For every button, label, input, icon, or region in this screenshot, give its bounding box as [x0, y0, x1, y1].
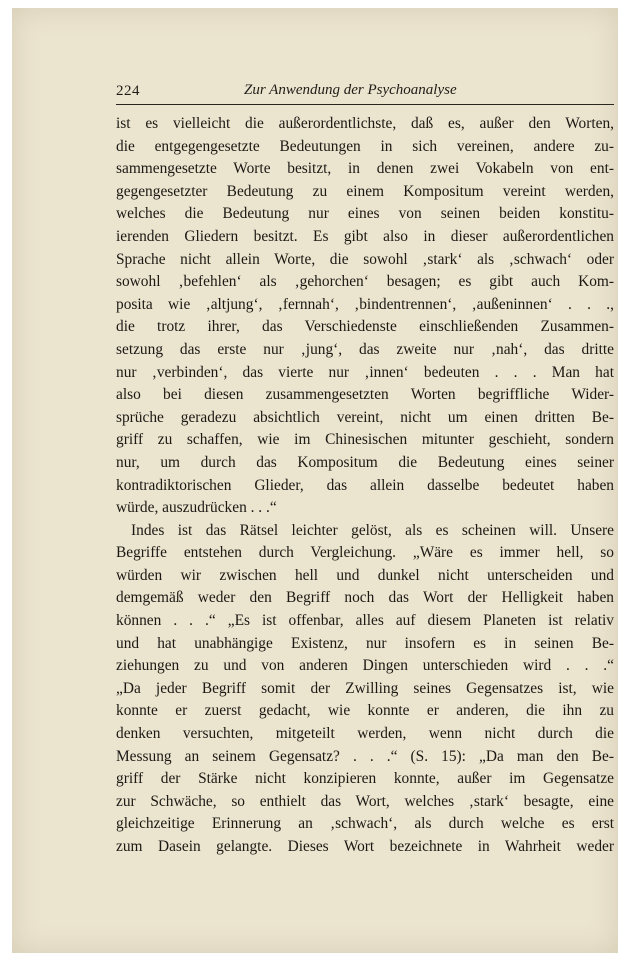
- text-line: würde, auszudrücken . . .“: [116, 499, 277, 517]
- text-line: Sprache nicht allein Worte, die sowohl ‚stark‘ als ‚schwach‘ oder: [116, 250, 614, 268]
- text-line: kontradiktorischen Glieder, das allein dasselbe bedeutet haben: [116, 476, 614, 494]
- text-line: nur ‚verbinden‘, das vierte nur ‚innen‘ bedeuten . . . Man hat: [116, 363, 614, 381]
- text-line: posita wie ‚altjung‘, ‚fernnah‘, ‚bindentrennen‘, ‚außeninnen‘ . . .,: [116, 295, 614, 313]
- text-line: setzung das erste nur ‚jung‘, das zweite nur ‚nah‘, das dritte: [116, 340, 614, 358]
- body-text: [116, 113, 614, 859]
- text-line: „Da jeder Begriff somit der Zwilling seines Gegensatzes ist, wie: [116, 679, 614, 697]
- text-line: Messung an seinem Gegensatz? . . .“ (S. 15): „Da man den Be-: [116, 747, 614, 765]
- text-line: ist es vielleicht die außerordentlichste, daß es, außer den Worten,: [116, 115, 614, 132]
- text-line: ierenden Gliedern besitzt. Es gibt also in dieser außerordentlichen: [116, 227, 614, 245]
- page-number: 224: [116, 83, 140, 99]
- text-line: griff der Stärke nicht konzipieren konnte, außer im Gegensatze: [116, 770, 614, 788]
- running-header: [116, 82, 614, 105]
- text-line: können . . .“ „Es ist offenbar, alles auf diesem Planeten ist relativ: [116, 612, 614, 630]
- text-line: demgemäß weder den Begriff noch das Wort der Helligkeit haben: [116, 589, 614, 607]
- text-line: gegengesetzter Bedeutung zu einem Kompositum vereint werden,: [116, 182, 614, 200]
- text-line: zum Dasein gelangte. Dieses Wort bezeichnete in Wahrheit weder: [116, 838, 614, 855]
- text-line: Begriffe entstehen durch Vergleichung. „Wäre es immer hell, so: [116, 544, 614, 562]
- text-line: konnte er zuerst gedacht, wie konnte er anderen, die ihn zu: [116, 702, 614, 720]
- text-line: ziehungen zu und von anderen Dingen unterschieden wird . . .“: [116, 657, 614, 675]
- text-line: also bei diesen zusammengesetzten Worten begriffliche Wider-: [116, 386, 614, 404]
- text-line: Indes ist das Rätsel leichter gelöst, als es scheinen will. Unsere: [131, 521, 614, 539]
- text-line: nur, um durch das Kompositum die Bedeutung eines seiner: [116, 453, 614, 471]
- text-line: sprüche geradezu absichtlich vereint, nicht um einen dritten Be-: [116, 408, 614, 426]
- text-line: die trotz ihrer, das Verschiedenste einschließenden Zusammen-: [116, 318, 614, 336]
- text-line: griff zu schaffen, wie im Chinesischen mitunter geschieht, sondern: [116, 431, 614, 449]
- text-line: würden wir zwischen hell und dunkel nicht unterscheiden und: [116, 566, 614, 584]
- text-line: und hat unabhängige Existenz, nur insofern es in seinen Be-: [116, 634, 614, 652]
- text-line: sowohl ‚befehlen‘ als ‚gehorchen‘ besagen; es gibt auch Kom-: [116, 273, 614, 291]
- running-title: Zur Anwendung der Psychoanalyse: [244, 82, 457, 98]
- text-line: zur Schwäche, so enthielt das Wort, welches ‚stark‘ besagte, eine: [116, 792, 614, 810]
- text-line: die entgegengesetzte Bedeutungen in sich vereinen, andere zu-: [116, 137, 614, 155]
- text-line: gleichzeitige Erinnerung an ‚schwach‘, als durch welche es erst: [116, 815, 614, 833]
- text-line: sammengesetzte Worte besitzt, in denen zwei Vokabeln von ent-: [116, 160, 614, 178]
- text-line: welches die Bedeutung nur eines von seinen beiden konstitu-: [116, 205, 614, 223]
- text-line: denken versuchten, mitgeteilt werden, wenn nicht durch die: [116, 725, 614, 743]
